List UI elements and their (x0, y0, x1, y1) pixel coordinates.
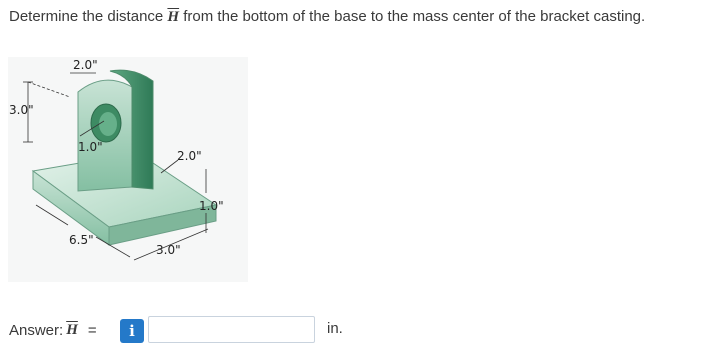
answer-variable: $\overline{H}$ (66, 321, 78, 338)
dim-base-width: 3.0" (156, 243, 181, 257)
question-after: from the bottom of the base to the mass center of the bracket casting. (183, 8, 646, 25)
bracket-casting-figure (8, 57, 248, 282)
answer-equals: = (87, 321, 97, 339)
dim-upright-thickness: 2.0" (177, 149, 202, 163)
dim-left-height: 3.0" (9, 103, 34, 117)
dim-top-width: 2.0" (73, 58, 98, 72)
question-variable: $\overline{H}$ (167, 9, 180, 25)
dim-hole-radius: 1.0" (78, 140, 103, 154)
answer-input[interactable] (148, 316, 315, 343)
answer-label (9, 322, 78, 339)
answer-row (9, 316, 97, 344)
answer-unit: in. (327, 320, 343, 337)
question-text (9, 8, 645, 26)
dim-base-length: 6.5" (69, 233, 94, 247)
answer-prefix: Answer: (9, 321, 64, 339)
dim-base-thickness: 1.0" (199, 199, 224, 213)
question-before: Determine the distance (9, 8, 164, 25)
info-icon[interactable]: i (120, 319, 144, 343)
